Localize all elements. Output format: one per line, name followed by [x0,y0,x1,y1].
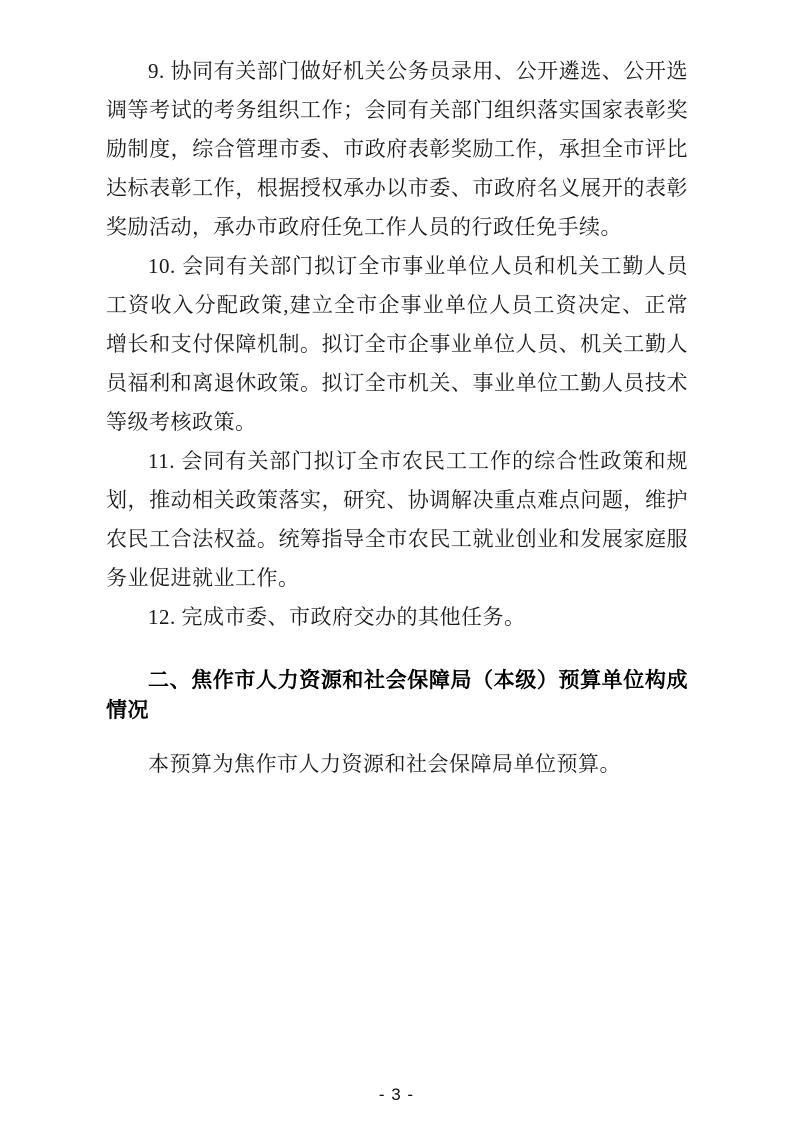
closing-paragraph: 本预算为焦作市人力资源和社会保障局单位预算。 [148,752,621,776]
task-item-10: 10. 会同有关部门拟订全市事业单位人员和机关工勤人员工资收入分配政策,建立全市企事业单位人员工资决定、正常增长和支付保障机制。拟订全市企事业单位人员、机关工勤人员福利和离退休政策。拟订全市机关、事业单位工勤人员技术等级考核政策。 [106,254,688,434]
page-footer [0,1084,793,1106]
task-item-11: 11. 会同有关部门拟订全市农民工工作的综合性政策和规划，推动相关政策落实，研究、协调解决重点难点问题，维护农民工合法权益。统筹指导全市农民工就业创业和发展家庭服务业促进就业工作。 [106,449,688,590]
document-body [106,52,688,784]
task-item-9: 9. 协同有关部门做好机关公务员录用、公开遴选、公开选调等考试的考务组织工作；会同有关部门组织落实国家表彰奖励制度，综合管理市委、市政府表彰奖励工作，承担全市评比达标表彰工作，根据授权承办以市委、市政府名义展开的表彰奖励活动，承办市政府任免工作人员的行政任免手续。 [106,59,688,239]
task-item-12: 12. 完成市委、市政府交办的其他任务。 [148,605,526,629]
page-number: - 3 - [378,1085,415,1104]
section-heading: 二、焦作市人力资源和社会保障局（本级）预算单位构成情况 [106,669,688,722]
